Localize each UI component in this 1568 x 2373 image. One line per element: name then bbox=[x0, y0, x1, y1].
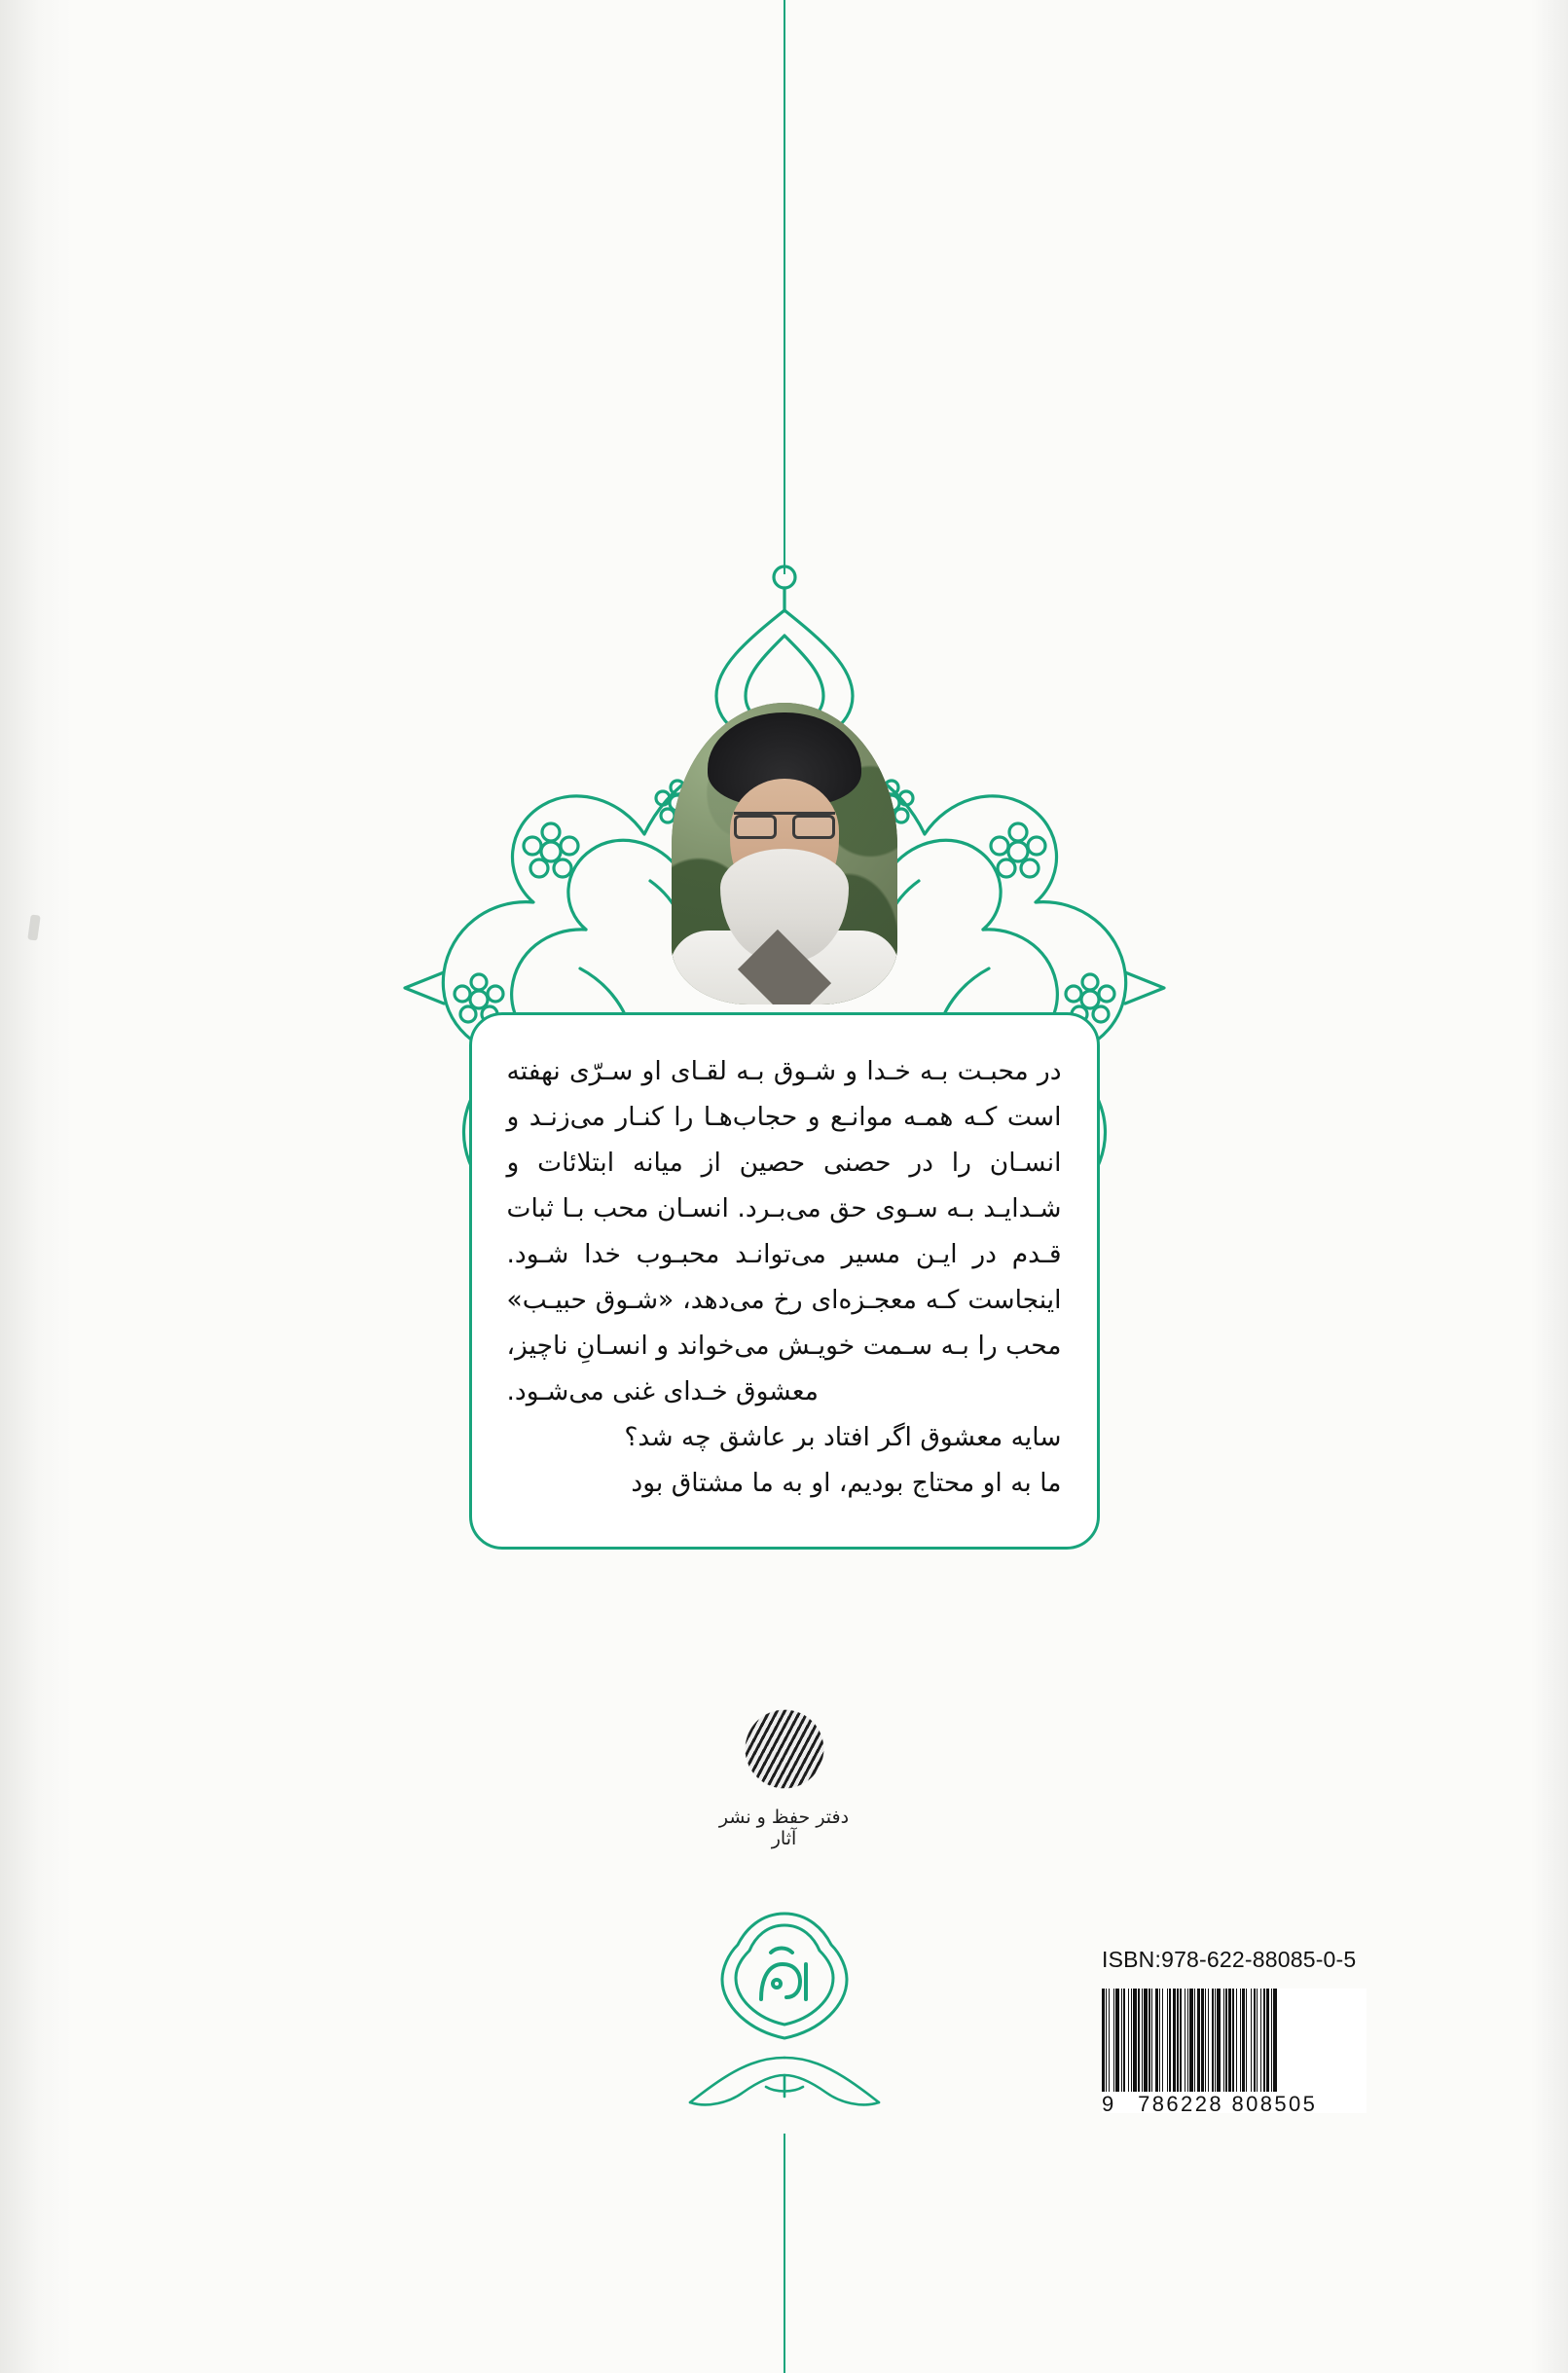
center-rule-top bbox=[784, 0, 785, 574]
center-rule-bottom bbox=[784, 2134, 785, 2373]
quote-panel bbox=[469, 1012, 1100, 1550]
isbn-text: ISBN:978-622-88085-0-5 bbox=[1102, 1947, 1357, 1972]
portrait-glasses bbox=[734, 812, 835, 836]
isbn-block bbox=[1102, 1947, 1394, 2116]
barcode-bars bbox=[1102, 1989, 1367, 2092]
quote-paragraph: در محبـت بـه خـدا و شـوق بـه لقـای او سـرّی نهفته است کـه همـه موانـع و حجاب‌هـا را کنـار می‌زنـد و انسـان را در حصنی حصین از میانه ابتلائات و شـدایـد بـه سـوی حق می‌بـرد. انسـان محب بـا ثبات قـدم در ایـن مسیر می‌توانـد محبـوب خدا شـود. اینجاست کـه معجـزه‌ای رخ می‌دهد، «شـوق حبیـب» محب را بـه سـمت خویـش می‌خواند و انسـانِ ناچیز، معشوق خـدای غنی می‌شـود. bbox=[506, 1056, 1062, 1406]
barcode-digit-left: 9 bbox=[1102, 2092, 1116, 2116]
bottom-flourish bbox=[682, 2042, 887, 2126]
barcode-digits bbox=[1102, 2092, 1367, 2117]
quote-verse-line-2: ما به او محتاج بودیم، او به ما مشتاق بود bbox=[631, 1468, 1062, 1498]
paper-edge-right bbox=[1531, 0, 1568, 2373]
author-portrait bbox=[672, 703, 897, 1004]
quote-verse-line-1: سایه معشوق اگر افتاد بر عاشق چه شد؟ bbox=[624, 1422, 1062, 1452]
paper-edge-left bbox=[0, 0, 72, 2373]
office-seal-caption: دفتر حفظ و نشر آثار bbox=[718, 1807, 850, 1849]
barcode bbox=[1102, 1989, 1367, 2116]
office-seal bbox=[711, 1698, 857, 1849]
office-seal-art bbox=[724, 1698, 845, 1801]
barcode-digit-main: 786228 808505 bbox=[1138, 2092, 1318, 2116]
publisher-logo bbox=[716, 1908, 853, 2044]
